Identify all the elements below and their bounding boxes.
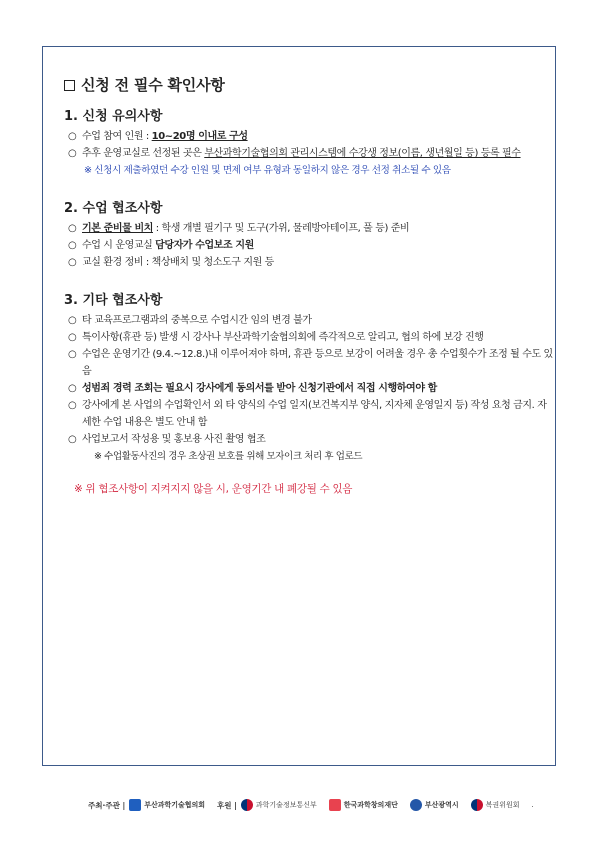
checkbox-square-icon bbox=[64, 80, 75, 91]
list-item: ○ 교실 환경 정비 : 책상배치 및 청소도구 지원 등 bbox=[64, 254, 554, 271]
circle-bullet-icon: ○ bbox=[68, 131, 77, 142]
list-item: ○ 특이사항(휴관 등) 발생 시 강사나 부산과학기술협의회에 즉각적으로 알리고, 협의 하에 보강 진행 bbox=[64, 329, 554, 346]
sponsor-label: 후원 | bbox=[217, 800, 237, 810]
list-item: ○ 기본 준비물 비치 : 학생 개별 필기구 및 도구(가위, 물레방아테이프, 풀 등) 준비 bbox=[64, 220, 554, 237]
circle-bullet-icon: ○ bbox=[68, 315, 77, 326]
lottery-commission-emblem-icon bbox=[471, 799, 483, 811]
sponsor-logo: 부산광역시 bbox=[410, 799, 459, 811]
underlined-text: 10~20명 이내로 구성 bbox=[151, 131, 248, 142]
section-heading-2: 2. 수업 협조사항 bbox=[64, 201, 163, 216]
page-title-text: 신청 전 필수 확인사항 bbox=[81, 76, 225, 94]
list-item: ○ 강사에게 본 사업의 수업확인서 외 타 양식의 수업 일지(보건복지부 양식, 지자체 운영일지 등) 작성 요청 금지. 자세한 수업 내용은 별도 안내 함 bbox=[64, 397, 554, 431]
circle-bullet-icon: ○ bbox=[68, 223, 77, 234]
footer-trailing-mark: . bbox=[531, 801, 534, 809]
underlined-text: 부산과학기술협의회 관리시스템에 수강생 정보(이름, 생년월일 등) 등록 필수 bbox=[204, 148, 521, 159]
footer-logos bbox=[88, 794, 534, 816]
list-item: ○ 수업 시 운영교실 담당자가 수업보조 지원 bbox=[64, 237, 554, 254]
photo-mosaic-note: ※ 수업활동사진의 경우 초상권 보호를 위해 모자이크 처리 후 업로드 bbox=[94, 451, 363, 462]
warning-note: ※ 위 협조사항이 지켜지지 않을 시, 운영기간 내 폐강될 수 있음 bbox=[74, 483, 353, 495]
busan-science-council-logo-icon bbox=[129, 799, 141, 811]
underlined-text: 기본 준비물 비치 bbox=[82, 223, 153, 234]
sponsor-logo: 과학기술정보통신부 bbox=[241, 799, 317, 811]
sponsor-logo: 한국과학창의재단 bbox=[329, 799, 398, 811]
circle-bullet-icon: ○ bbox=[68, 332, 77, 343]
sponsor-logo: 복권위원회 bbox=[471, 799, 520, 811]
document-body bbox=[64, 74, 554, 496]
circle-bullet-icon: ○ bbox=[68, 400, 77, 411]
section-heading-3: 3. 기타 협조사항 bbox=[64, 293, 163, 308]
selection-cancel-note: ※ 신청시 제출하였던 수강 인원 및 면제 여부 유형과 동일하지 않은 경우 선정 취소될 수 있음 bbox=[84, 165, 451, 176]
circle-bullet-icon: ○ bbox=[68, 148, 77, 159]
bold-text: 담당자가 수업보조 지원 bbox=[155, 240, 254, 251]
list-item: ○ 수업은 운영기간 (9.4.~12.8.)내 이루어져야 하며, 휴관 등으로 보강이 어려울 경우 총 수업횟수가 조정 될 수도 있음 bbox=[64, 346, 554, 380]
circle-bullet-icon: ○ bbox=[68, 349, 77, 360]
list-item: ○ 타 교육프로그램과의 중복으로 수업시간 임의 변경 불가 bbox=[64, 312, 554, 329]
host-logo: 부산과학기술협의회 bbox=[129, 799, 205, 811]
busan-city-logo-icon bbox=[410, 799, 422, 811]
list-item: ○ 사업보고서 작성용 및 홍보용 사진 촬영 협조 bbox=[64, 431, 554, 448]
circle-bullet-icon: ○ bbox=[68, 383, 77, 394]
circle-bullet-icon: ○ bbox=[68, 257, 77, 268]
section-heading-1: 1. 신청 유의사항 bbox=[64, 109, 163, 124]
page-title bbox=[64, 74, 554, 95]
host-label: 주최·주관 | bbox=[88, 800, 126, 810]
list-item: ○ 추후 운영교실로 선정된 곳은 부산과학기술협의회 관리시스템에 수강생 정보(이름, 생년월일 등) 등록 필수 bbox=[64, 145, 554, 162]
ministry-emblem-icon bbox=[241, 799, 253, 811]
list-item: ○ 성범죄 경력 조회는 필요시 강사에게 동의서를 받아 신청기관에서 직접 시행하여야 함 bbox=[64, 380, 554, 397]
list-item: ○ 수업 참여 인원 : 10~20명 이내로 구성 bbox=[64, 128, 554, 145]
circle-bullet-icon: ○ bbox=[68, 434, 77, 445]
circle-bullet-icon: ○ bbox=[68, 240, 77, 251]
kofac-logo-icon bbox=[329, 799, 341, 811]
